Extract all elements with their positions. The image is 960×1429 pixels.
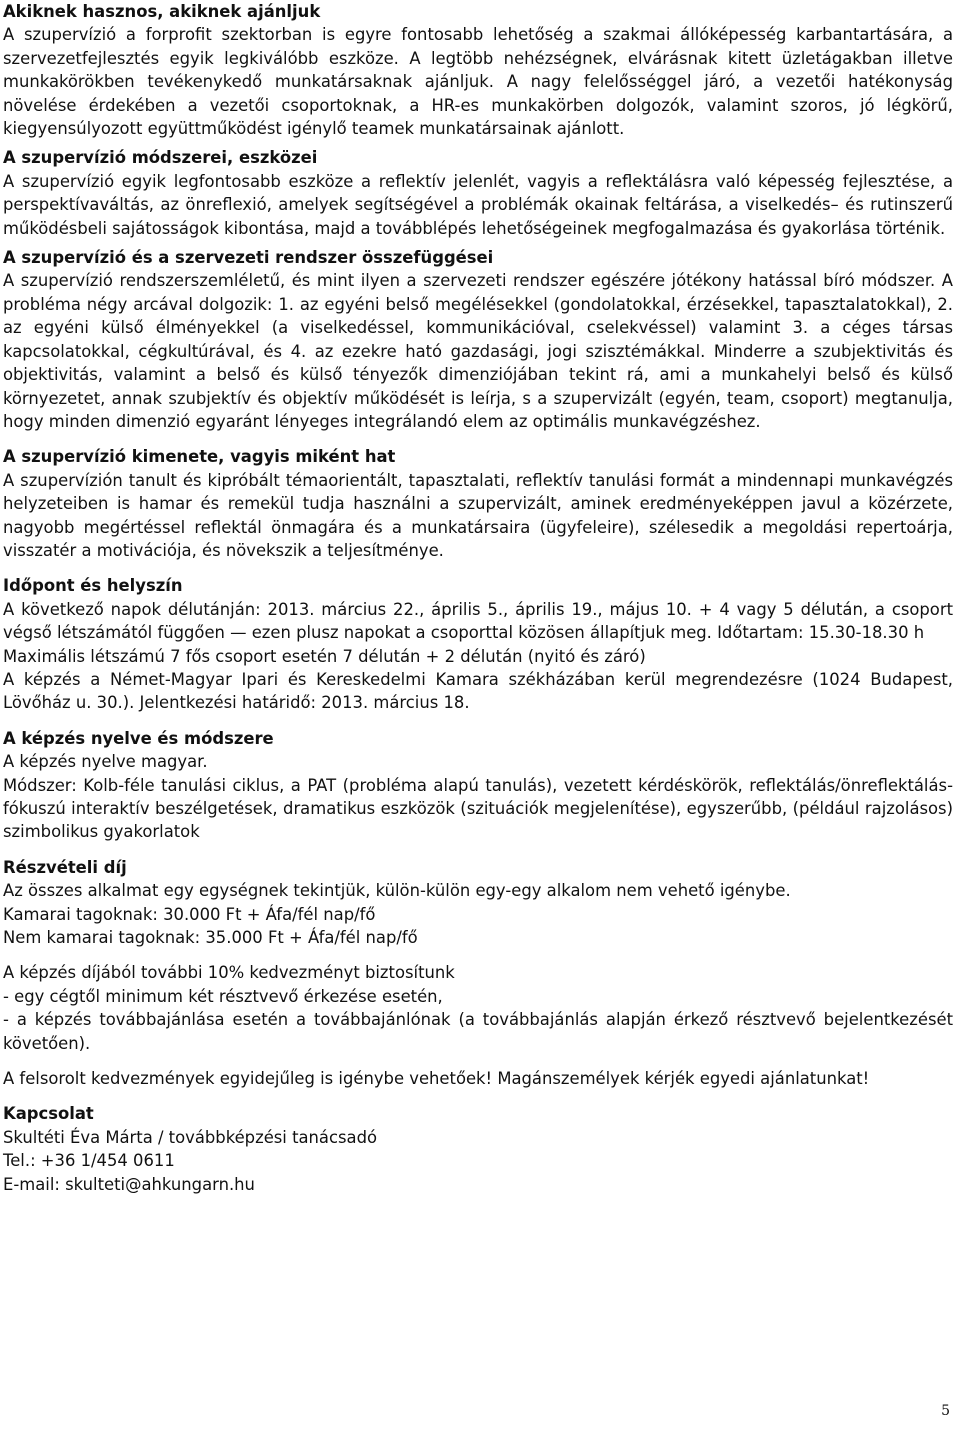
section-language <box>3 727 953 844</box>
section-schedule <box>3 574 953 714</box>
discount-item: - a képzés továbbajánlása esetén a továbbajánlónak (a továbbajánlás alapján érkező résztvevő bejelentkezését követően). <box>3 1010 953 1053</box>
fee-line: Az összes alkalmat egy egységnek tekintjük, külön-külön egy-egy alkalom nem vehető igénybe. <box>3 881 791 901</box>
section-heading: Kapcsolat <box>3 1104 94 1124</box>
section-heading: Időpont és helyszín <box>3 576 183 596</box>
discount-note: A felsorolt kedvezmények egyidejűleg is igénybe vehetőek! Magánszemélyek kérjék egyedi ajánlatunkat! <box>3 1069 870 1089</box>
section-system <box>3 246 953 433</box>
section-text: A szupervízió rendszerszemléletű, és mint ilyen a szervezeti rendszer egészére jótékony hatással bíró módszer. A probléma négy arcával dolgozik: 1. az egyéni belső megélésekkel (gondolatokkal, érzésekkel, tapasztalatokkal), 2. az egyéni külső élményekkel (a viselkedéssel, kommunikációval, cselekvéssel) valamint 3. a céges társas kapcsolatokkal, cégkultúrával, és 4. az ezekre ható gazdasági, jogi szisztémákkal. Minderre a szubjektivitás és objektivitás, valamint a belső és külső tényezők dimenziójában tekint rá, ami a munkahelyi belső és külső környezetet, annak szubjektív és objektív működését is leírja, s a szupervizált (egyén, team, csoport) megtanulja, hogy minden dimenzió egyaránt lényeges integrálandó elem az optimális munkavégzéshez. <box>3 271 953 431</box>
schedule-dates: A következő napok délutánján: 2013. március 22., április 5., április 19., május 10. + 4 vagy 5 délután, a csoport végső létszámától függően — ezen plusz napokat a csoporttal közösen állapítjuk meg. Időtartam: 15.30-18.30 h <box>3 599 953 643</box>
contact-email[interactable]: E-mail: skulteti@ahkungarn.hu <box>3 1174 255 1194</box>
section-text: A szupervízión tanult és kipróbált témaorientált, tapasztalati, reflektív tanulási formát a mindennapi munkavégzés helyzeteiben is hamar és remekül tudja használni a szupervizált, aminek eredményeképpen javul a közérzete, nagyobb megértéssel reflektál önmagára és a munkatársaira (ügyfeleire), szélesedik a megoldási repertoárja, visszatér a motivációja, és növekszik a teljesítménye. <box>3 470 953 560</box>
section-heading: Részvételi díj <box>3 857 127 877</box>
section-text: A szupervízió egyik legfontosabb eszköze a reflektív jelenlét, vagyis a reflektálásra való képesség fejlesztése, a perspektívaváltás, az önreflexió, amelyek segítségével a problémák okainak feltárása, a viselkedés– és rutinszerű működésbeli sajátosságok kibontása, majd a továbblépés lehetőségeinek megfogalmazása és gyakorlása történik. <box>3 171 953 238</box>
section-heading: A szupervízió kimenete, vagyis miként hat <box>3 447 396 467</box>
section-heading: A képzés nyelve és módszere <box>3 728 274 748</box>
section-intro <box>3 0 953 140</box>
page-number: 5 <box>941 1403 950 1419</box>
section-heading: Akiknek hasznos, akiknek ajánljuk <box>3 2 321 21</box>
language-text: A képzés nyelve magyar. <box>3 752 208 772</box>
section-heading: A szupervízió és a szervezeti rendszer összefüggései <box>3 248 494 268</box>
section-fee <box>3 856 953 1091</box>
fee-member-price: Kamarai tagoknak: 30.000 Ft + Áfa/fél nap/fő <box>3 904 376 924</box>
section-contact <box>3 1102 953 1196</box>
schedule-location: A képzés a Német-Magyar Ipari és Kereskedelmi Kamara székházában kerül megrendezésre (1024 Budapest, Lövőház u. 30.). Jelentkezési határidő: 2013. március 18. <box>3 669 953 713</box>
contact-name: Skultéti Éva Márta / továbbképzési tanácsadó <box>3 1127 378 1147</box>
section-text: A szupervízió a forprofit szektorban is egyre fontosabb lehetőség a szakmai állóképesség karbantartására, a szervezetfejlesztés egyik legkiválóbb eszköze. A legtöbb nehézségnek, elvárásnak kitett üzletágakban illetve munkakörökben tevékenykedő munkatársaknak ajánljuk. A nagy felelősséggel járó, a vezetői hatékonyság növelése érdekében a vezetői csoportoknak, a HR-es munkakörben dolgozók, valamint szoros, jó légkörű, kiegyensúlyozott együttműködést igénylő teamek munkatársainak ajánlott. <box>3 25 953 139</box>
method-text: Módszer: Kolb-féle tanulási ciklus, a PAT (probléma alapú tanulás), vezetett kérdéskörök, reflektálás/önreflektálás-fókuszú interaktív beszélgetések, dramatikus eszközök (szituációk megjelenítése), egyszerűbb, (például rajzolásos) szimbolikus gyakorlatok <box>3 775 953 842</box>
contact-phone: Tel.: +36 1/454 0611 <box>3 1151 175 1171</box>
document-page <box>3 0 953 1196</box>
section-outcome <box>3 445 953 562</box>
section-heading: A szupervízió módszerei, eszközei <box>3 148 318 168</box>
schedule-group-size: Maximális létszámú 7 fős csoport esetén 7 délután + 2 délután (nyitó és záró) <box>3 646 646 666</box>
discount-intro: A képzés díjából további 10% kedvezményt biztosítunk <box>3 963 455 983</box>
section-methods <box>3 146 953 240</box>
discount-item: - egy cégtől minimum két résztvevő érkezése esetén, <box>3 986 443 1006</box>
fee-nonmember-price: Nem kamarai tagoknak: 35.000 Ft + Áfa/fél nap/fő <box>3 928 418 948</box>
